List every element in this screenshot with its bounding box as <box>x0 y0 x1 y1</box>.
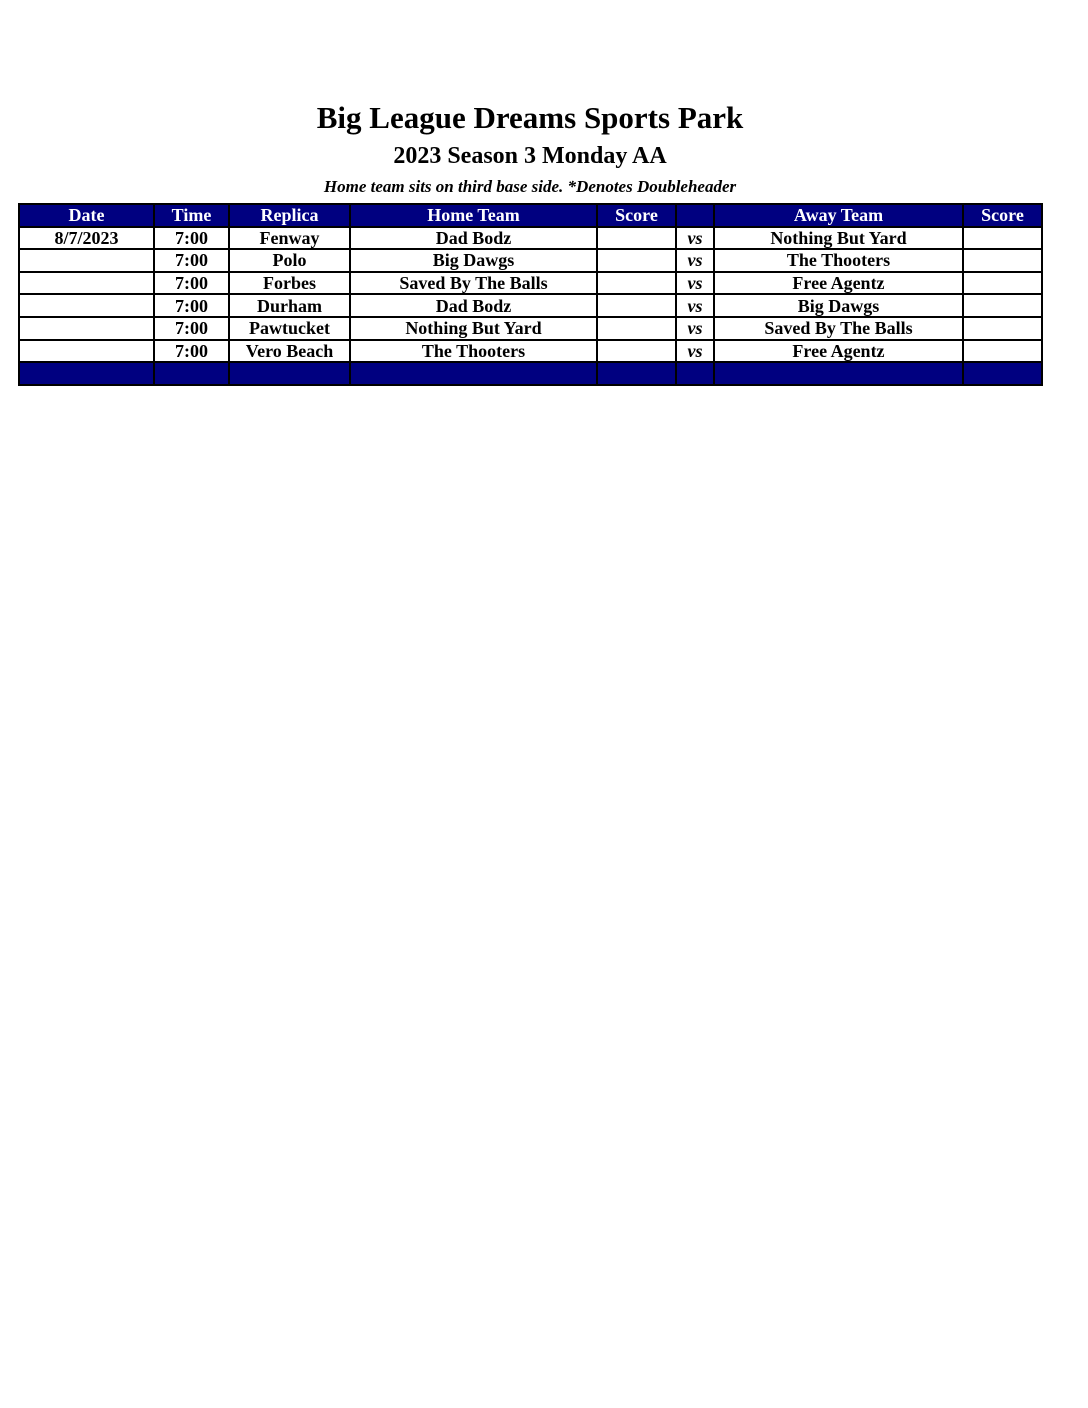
footer-cell <box>19 362 154 385</box>
table-row <box>19 272 1042 295</box>
cell-replica: Vero Beach <box>229 340 350 363</box>
cell-away-team: Free Agentz <box>714 340 963 363</box>
cell-vs: vs <box>676 294 714 317</box>
cell-away-score <box>963 249 1042 272</box>
cell-date <box>19 340 154 363</box>
cell-away-team: Big Dawgs <box>714 294 963 317</box>
cell-away-team: Nothing But Yard <box>714 227 963 250</box>
cell-home-score <box>597 249 676 272</box>
cell-date <box>19 294 154 317</box>
table-footer-row <box>19 362 1042 385</box>
column-header-time: Time <box>154 204 229 227</box>
cell-away-team: The Thooters <box>714 249 963 272</box>
cell-vs: vs <box>676 317 714 340</box>
cell-home-team: The Thooters <box>350 340 597 363</box>
table-row <box>19 227 1042 250</box>
cell-replica: Durham <box>229 294 350 317</box>
footer-cell <box>350 362 597 385</box>
cell-replica: Polo <box>229 249 350 272</box>
column-header-replica: Replica <box>229 204 350 227</box>
footer-cell <box>963 362 1042 385</box>
cell-away-score <box>963 227 1042 250</box>
cell-away-score <box>963 272 1042 295</box>
cell-date <box>19 272 154 295</box>
cell-time: 7:00 <box>154 294 229 317</box>
page-subtitle: 2023 Season 3 Monday AA <box>393 143 667 169</box>
cell-time: 7:00 <box>154 227 229 250</box>
cell-home-score <box>597 317 676 340</box>
cell-home-score <box>597 294 676 317</box>
cell-replica: Forbes <box>229 272 350 295</box>
cell-home-team: Saved By The Balls <box>350 272 597 295</box>
cell-time: 7:00 <box>154 249 229 272</box>
cell-home-team: Dad Bodz <box>350 294 597 317</box>
table-header-row <box>19 204 1042 227</box>
column-header-away-score: Score <box>963 204 1042 227</box>
cell-replica: Fenway <box>229 227 350 250</box>
footer-cell <box>154 362 229 385</box>
cell-vs: vs <box>676 249 714 272</box>
cell-vs: vs <box>676 227 714 250</box>
cell-date: 8/7/2023 <box>19 227 154 250</box>
footer-cell <box>229 362 350 385</box>
cell-away-team: Saved By The Balls <box>714 317 963 340</box>
column-header-date: Date <box>19 204 154 227</box>
cell-vs: vs <box>676 272 714 295</box>
cell-replica: Pawtucket <box>229 317 350 340</box>
cell-home-team: Nothing But Yard <box>350 317 597 340</box>
column-header-home-score: Score <box>597 204 676 227</box>
cell-time: 7:00 <box>154 340 229 363</box>
cell-vs: vs <box>676 340 714 363</box>
cell-home-team: Dad Bodz <box>350 227 597 250</box>
cell-away-score <box>963 340 1042 363</box>
cell-time: 7:00 <box>154 272 229 295</box>
table-row <box>19 294 1042 317</box>
page-title: Big League Dreams Sports Park <box>316 100 744 135</box>
footer-cell <box>597 362 676 385</box>
table-row <box>19 340 1042 363</box>
table-row <box>19 317 1042 340</box>
column-header-home-team: Home Team <box>350 204 597 227</box>
column-header-vs <box>676 204 714 227</box>
cell-time: 7:00 <box>154 317 229 340</box>
footer-cell <box>676 362 714 385</box>
cell-away-team: Free Agentz <box>714 272 963 295</box>
cell-home-score <box>597 340 676 363</box>
cell-date <box>19 317 154 340</box>
cell-home-team: Big Dawgs <box>350 249 597 272</box>
schedule-table <box>18 203 1043 386</box>
table-row <box>19 249 1042 272</box>
cell-home-score <box>597 227 676 250</box>
footer-cell <box>714 362 963 385</box>
column-header-away-team: Away Team <box>714 204 963 227</box>
schedule-note: Home team sits on third base side. *Denotes Doubleheader <box>323 177 737 196</box>
cell-away-score <box>963 317 1042 340</box>
cell-away-score <box>963 294 1042 317</box>
cell-date <box>19 249 154 272</box>
cell-home-score <box>597 272 676 295</box>
